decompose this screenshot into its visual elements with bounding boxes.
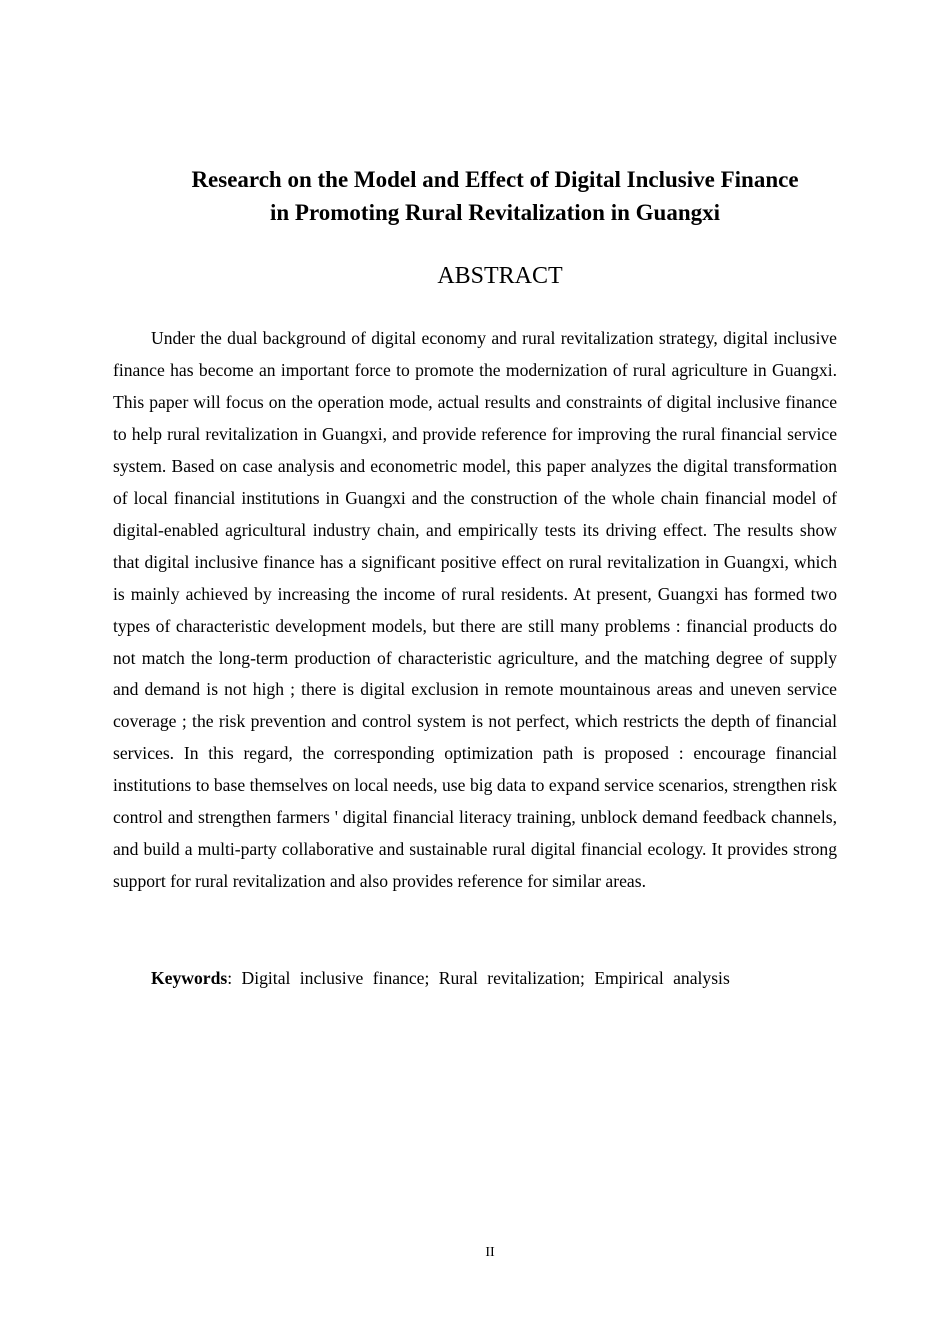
page-number: II (485, 1245, 495, 1260)
keywords-text: Digital inclusive finance; Rural revitalization; Empirical analysis (232, 968, 730, 988)
abstract-body: Under the dual background of digital economy and rural revitalization strategy, digital inclusive finance has become an important force to promote the modernization of rural agriculture in Guangxi. This paper will focus on the operation mode, actual results and constraints of digital inclusive finance to help rural revitalization in Guangxi, and provide reference for improving the rural financial service system. Based on case analysis and econometric model, this paper analyzes the digital transformation of local financial institutions in Guangxi and the construction of the whole chain financial model of digital-enabled agricultural industry chain, and empirically tests its driving effect. The results show that digital inclusive finance has a significant positive effect on rural revitalization in Guangxi, which is mainly achieved by increasing the income of rural residents. At present, Guangxi has formed two types of characteristic development models, but there are still many problems : financial products do not match the long-term production of characteristic agriculture, and the matching degree of supply and demand is not high ; there is digital exclusion in remote mountainous areas and uneven service coverage ; the risk prevention and control system is not perfect, which restricts the depth of financial services. In this regard, the corresponding optimization path is proposed : encourage financial institutions to base themselves on local needs, use big data to expand service scenarios, strengthen risk control and strengthen farmers ' digital financial literacy training, unblock demand feedback channels, and build a multi-party collaborative and sustainable rural digital financial ecology. It provides strong support for rural revitalization and also provides reference for similar areas. (113, 328, 837, 892)
keywords-separator: : (227, 968, 233, 988)
keywords-line (151, 962, 730, 994)
keywords-label: Keywords (151, 968, 228, 988)
abstract-heading: ABSTRACT (437, 263, 563, 289)
paper-title-line-2: in Promoting Rural Revitalization in Guangxi (269, 200, 721, 225)
paper-title (150, 163, 840, 229)
paper-title-line-1: Research on the Model and Effect of Digital Inclusive Finance (191, 167, 799, 192)
